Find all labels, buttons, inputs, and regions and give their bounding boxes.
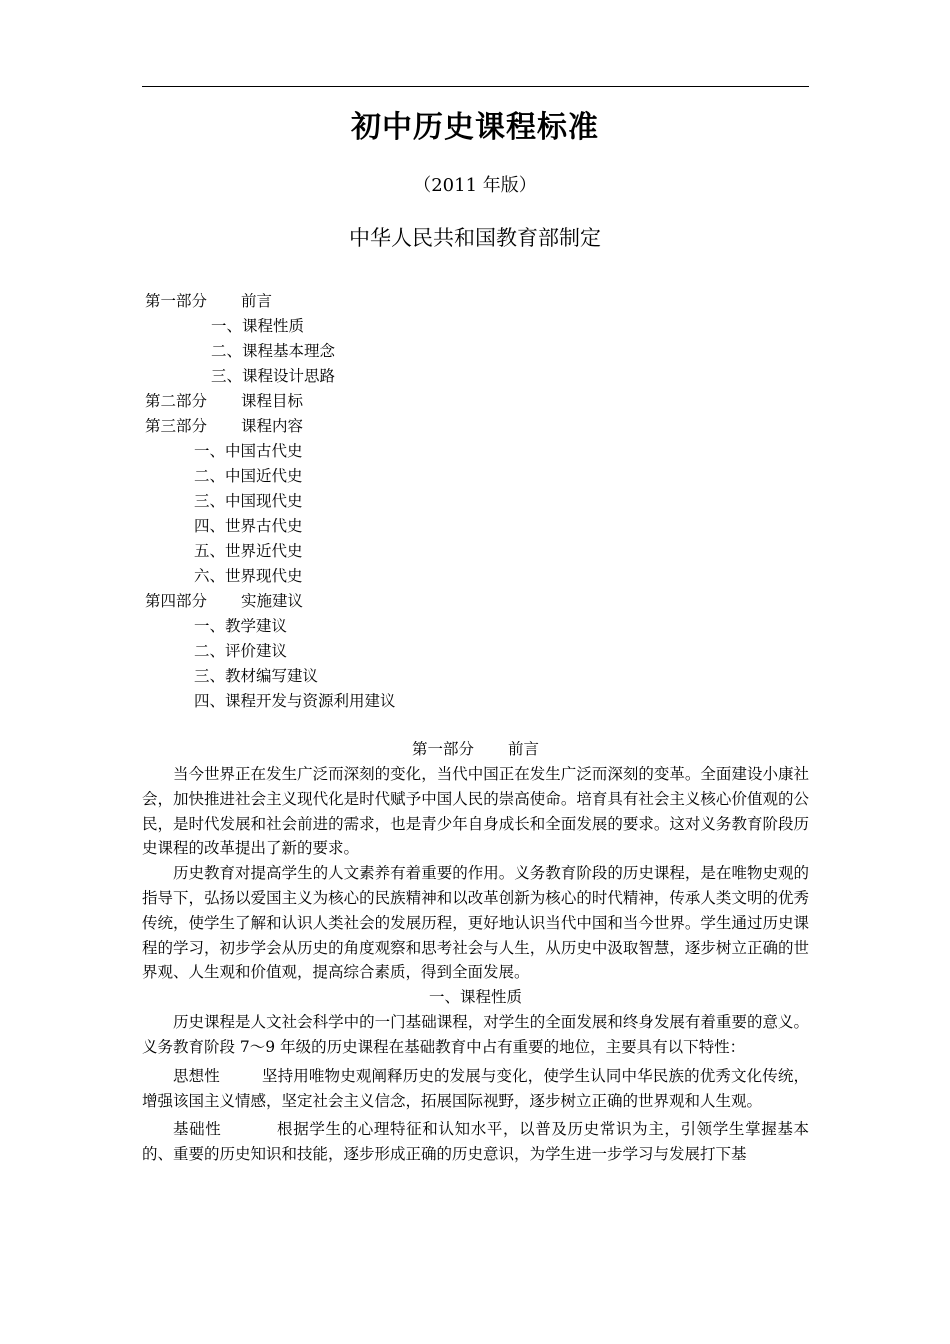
toc-row xyxy=(145,564,805,589)
toc-row xyxy=(145,689,805,714)
toc-label: 课程目标 xyxy=(241,392,304,410)
header-rule xyxy=(142,86,809,87)
toc-label: 一、中国古代史 xyxy=(194,442,303,460)
toc-label: 一、课程性质 xyxy=(211,317,305,335)
toc-label: 三、中国现代史 xyxy=(194,492,303,510)
toc-label: 课程内容 xyxy=(241,417,304,435)
toc-label: 二、课程基本理念 xyxy=(211,342,336,360)
trait-text: 坚持用唯物史观阐释历史的发展与变化，使学生认同中华民族的优秀文化传统，增强该国主义情感，坚定社会主义信念，拓展国际视野，逐步树立正确的世界观和人生观。 xyxy=(142,1066,809,1110)
toc-label: 二、评价建议 xyxy=(194,642,288,660)
trait-paragraph xyxy=(142,1117,809,1167)
toc-row xyxy=(145,664,805,689)
toc-row xyxy=(145,339,805,364)
document-edition: （2011 年版） xyxy=(413,175,537,196)
toc-row xyxy=(145,464,805,489)
toc-label: 六、世界现代史 xyxy=(194,567,303,585)
toc-label: 四、世界古代史 xyxy=(194,517,303,535)
toc-label: 一、教学建议 xyxy=(194,617,288,635)
paragraph: 历史课程是人文社会科学中的一门基础课程，对学生的全面发展和终身发展有着重要的意义。义务教育阶段 7～9 年级的历史课程在基础教育中占有重要的地位，主要具有以下特性： xyxy=(142,1013,809,1056)
toc-row xyxy=(145,289,805,314)
toc-part: 第三部分 xyxy=(145,417,208,435)
toc-label: 三、课程设计思路 xyxy=(211,367,336,385)
toc-row xyxy=(145,389,805,414)
section-title: 前言 xyxy=(508,740,540,758)
document-body xyxy=(142,737,809,1167)
trait-text: 根据学生的心理特征和认知水平，以普及历史常识为主，引领学生掌握基本的、重要的历史知识和技能，逐步形成正确的历史意识，为学生进一步学习与发展打下基 xyxy=(142,1120,809,1164)
toc-part: 第四部分 xyxy=(145,592,208,610)
trait-term: 思想性 xyxy=(173,1066,220,1085)
toc-row xyxy=(145,489,805,514)
toc-label: 实施建议 xyxy=(241,592,304,610)
toc-label: 三、教材编写建议 xyxy=(194,667,319,685)
toc-part: 第一部分 xyxy=(145,292,208,310)
toc-label: 前言 xyxy=(241,292,273,310)
toc-row xyxy=(145,639,805,664)
paragraph: 历史教育对提高学生的人文素养有着重要的作用。义务教育阶段的历史课程，是在唯物史观的指导下，弘扬以爱国主义为核心的民族精神和以改革创新为核心的时代精神，传承人类文明的优秀传统，使学生了解和认识人类社会的发展历程，更好地认识当代中国和当今世界。学生通过历史课程的学习，初步学会从历史的角度观察和思考社会与人生，从历史中汲取智慧，逐步树立正确的世界观、人生观和价值观，提高综合素质，得到全面发展。 xyxy=(142,864,809,982)
toc-row xyxy=(145,364,805,389)
table-of-contents xyxy=(145,289,805,714)
paragraph: 当今世界正在发生广泛而深刻的变化，当代中国正在发生广泛而深刻的变革。全面建设小康社会，加快推进社会主义现代化是时代赋予中国人民的崇高使命。培育具有社会主义核心价值观的公民，是时代发展和社会前进的需求，也是青少年自身成长和全面发展的要求。这对义务教育阶段历史课程的改革提出了新的要求。 xyxy=(142,765,809,858)
toc-row xyxy=(145,539,805,564)
trait-paragraph xyxy=(142,1064,809,1114)
toc-row xyxy=(145,314,805,339)
document-issuer: 中华人民共和国教育部制定 xyxy=(349,226,601,250)
toc-label: 五、世界近代史 xyxy=(194,542,303,560)
toc-label: 二、中国近代史 xyxy=(194,467,303,485)
toc-row xyxy=(145,414,805,439)
section-part: 第一部分 xyxy=(411,740,474,758)
toc-row xyxy=(145,589,805,614)
section-heading xyxy=(142,737,809,762)
trait-term: 基础性 xyxy=(173,1120,222,1139)
toc-row xyxy=(145,514,805,539)
toc-label: 四、课程开发与资源利用建议 xyxy=(194,692,396,710)
subsection-heading: 一、课程性质 xyxy=(428,988,522,1007)
document-title: 初中历史课程标准 xyxy=(351,110,599,145)
toc-part: 第二部分 xyxy=(145,392,208,410)
toc-row xyxy=(145,614,805,639)
toc-row xyxy=(145,439,805,464)
